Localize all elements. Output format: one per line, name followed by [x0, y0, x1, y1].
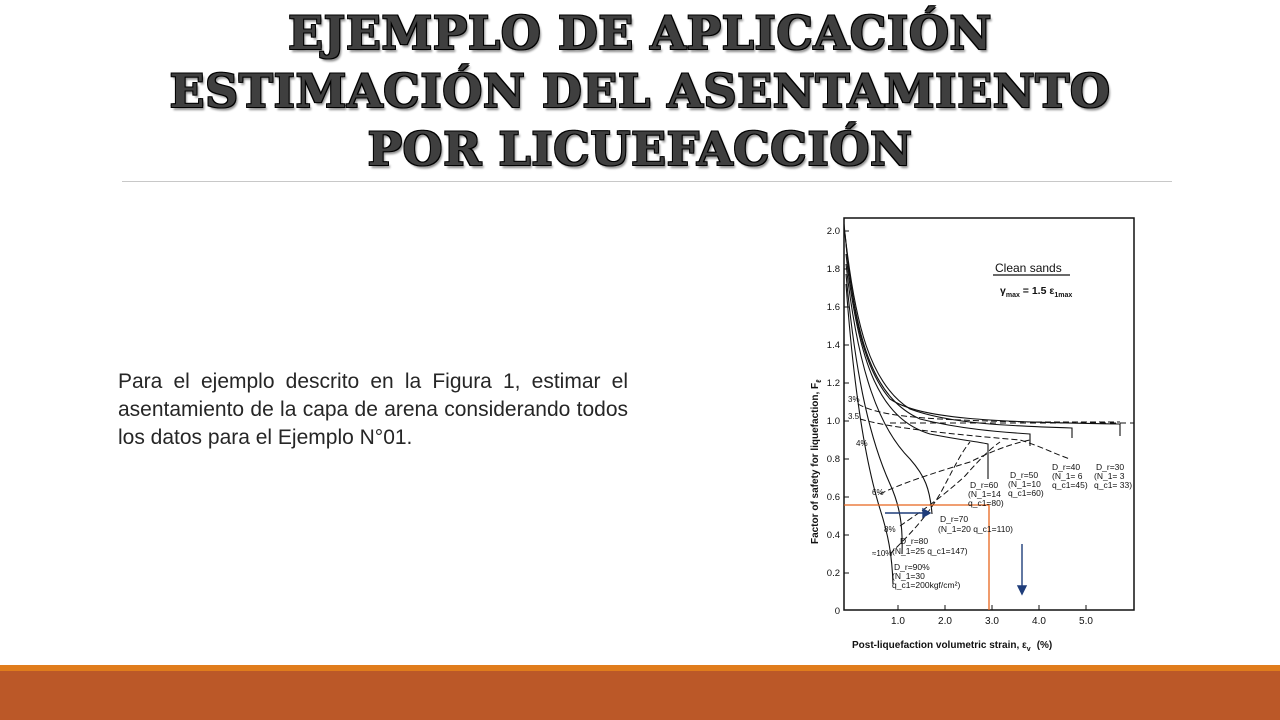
- label-dr30: [1094, 462, 1132, 490]
- curve-dr90: [846, 284, 893, 584]
- y-tick-label: 1.4: [826, 340, 840, 351]
- svg-text:D_r=30: D_r=30: [1096, 462, 1125, 472]
- slide-title: [60, 4, 1220, 178]
- legend: [993, 261, 1072, 299]
- svg-text:(N_1=14: (N_1=14: [968, 489, 1001, 499]
- svg-text:(N_1= 6: (N_1= 6: [1052, 471, 1083, 481]
- legend-title: Clean sands: [995, 261, 1062, 275]
- svg-text:q_c1=45): q_c1=45): [1052, 480, 1088, 490]
- svg-text:q_c1=60): q_c1=60): [1008, 488, 1044, 498]
- label-dr60: [968, 480, 1004, 508]
- legend-formula: $\gamma_{max} = 1.5$ $\varepsilon_{1max}$: [1000, 285, 1073, 299]
- y-tick-label: 2.0: [826, 226, 840, 237]
- y-tick-label: 1.8: [826, 264, 840, 275]
- liquefaction-figure: [790, 214, 1140, 666]
- footer-band: [0, 671, 1280, 720]
- strain-label: 3.5: [848, 412, 860, 421]
- x-axis-title: Post-liquefaction volumetric strain, $\varepsilon_v$ (%): [852, 640, 1053, 653]
- y-tick-label: 1.2: [826, 378, 840, 389]
- y-tick-label: 0.6: [826, 492, 840, 503]
- svg-text:(N_1=30: (N_1=30: [892, 571, 925, 581]
- svg-text:(N_1=20 q_c1=110): (N_1=20 q_c1=110): [938, 524, 1013, 534]
- y-axis-title: Factor of safety for liquefaction, $F_\ell$: [810, 379, 823, 544]
- strain-label: ≈10%: [872, 549, 893, 558]
- y-tick-label: 0.4: [826, 530, 840, 541]
- strain-label: 8%: [884, 525, 896, 534]
- label-dr50: [1008, 470, 1044, 498]
- curve-dr30: [844, 224, 1120, 436]
- body-paragraph: Para el ejemplo descrito en la Figura 1, estimar el asentamiento de la capa de arena considerando todos los datos para el Ejemplo N°01.: [118, 370, 628, 449]
- x-tick-label: 3.0: [985, 616, 999, 627]
- label-dr90: [892, 562, 960, 590]
- svg-text:(N_1=25 q_c1=147): (N_1=25 q_c1=147): [892, 546, 968, 556]
- contour-3: [858, 404, 1120, 422]
- svg-text:D_r=50: D_r=50: [1010, 470, 1039, 480]
- figure-svg: [790, 214, 1140, 666]
- y-tick-label: 1.6: [826, 302, 840, 313]
- x-tick-label: 4.0: [1032, 616, 1046, 627]
- svg-text:D_r=40: D_r=40: [1052, 462, 1081, 472]
- svg-text:D_r=70: D_r=70: [940, 514, 969, 524]
- y-tick-label: 0.2: [826, 568, 840, 579]
- strain-label: 4%: [856, 439, 868, 448]
- svg-text:D_r=80: D_r=80: [900, 536, 929, 546]
- title-line-3: POR LICUEFACCIÓN: [367, 122, 913, 176]
- title-line-1: EJEMPLO DE APLICACIÓN: [288, 6, 992, 60]
- svg-text:q_c1= 33): q_c1= 33): [1094, 480, 1133, 490]
- svg-text:D_r=90%: D_r=90%: [894, 562, 930, 572]
- svg-text:q_c1=200kgf/cm²): q_c1=200kgf/cm²): [892, 580, 961, 590]
- label-dr40: [1052, 462, 1088, 490]
- contour-4: [860, 419, 1070, 459]
- svg-text:(N_1=10: (N_1=10: [1008, 479, 1041, 489]
- svg-text:q_c1=80): q_c1=80): [968, 498, 1004, 508]
- label-dr80: [892, 536, 968, 556]
- svg-text:D_r=60: D_r=60: [970, 480, 999, 490]
- strain-label: 6%: [872, 488, 884, 497]
- svg-text:(N_1= 3: (N_1= 3: [1094, 471, 1125, 481]
- title-line-2: ESTIMACIÓN DEL ASENTAMIENTO: [169, 64, 1111, 118]
- label-dr70: [938, 514, 1013, 534]
- y-tick-label: 1.0: [826, 416, 840, 427]
- strain-label: 3%: [848, 395, 860, 404]
- y-tick-label: 0: [834, 606, 840, 617]
- title-divider: [122, 181, 1172, 182]
- x-tick-label: 2.0: [938, 616, 952, 627]
- y-tick-label: 0.8: [826, 454, 840, 465]
- x-tick-label: 5.0: [1079, 616, 1093, 627]
- x-tick-label: 1.0: [891, 616, 905, 627]
